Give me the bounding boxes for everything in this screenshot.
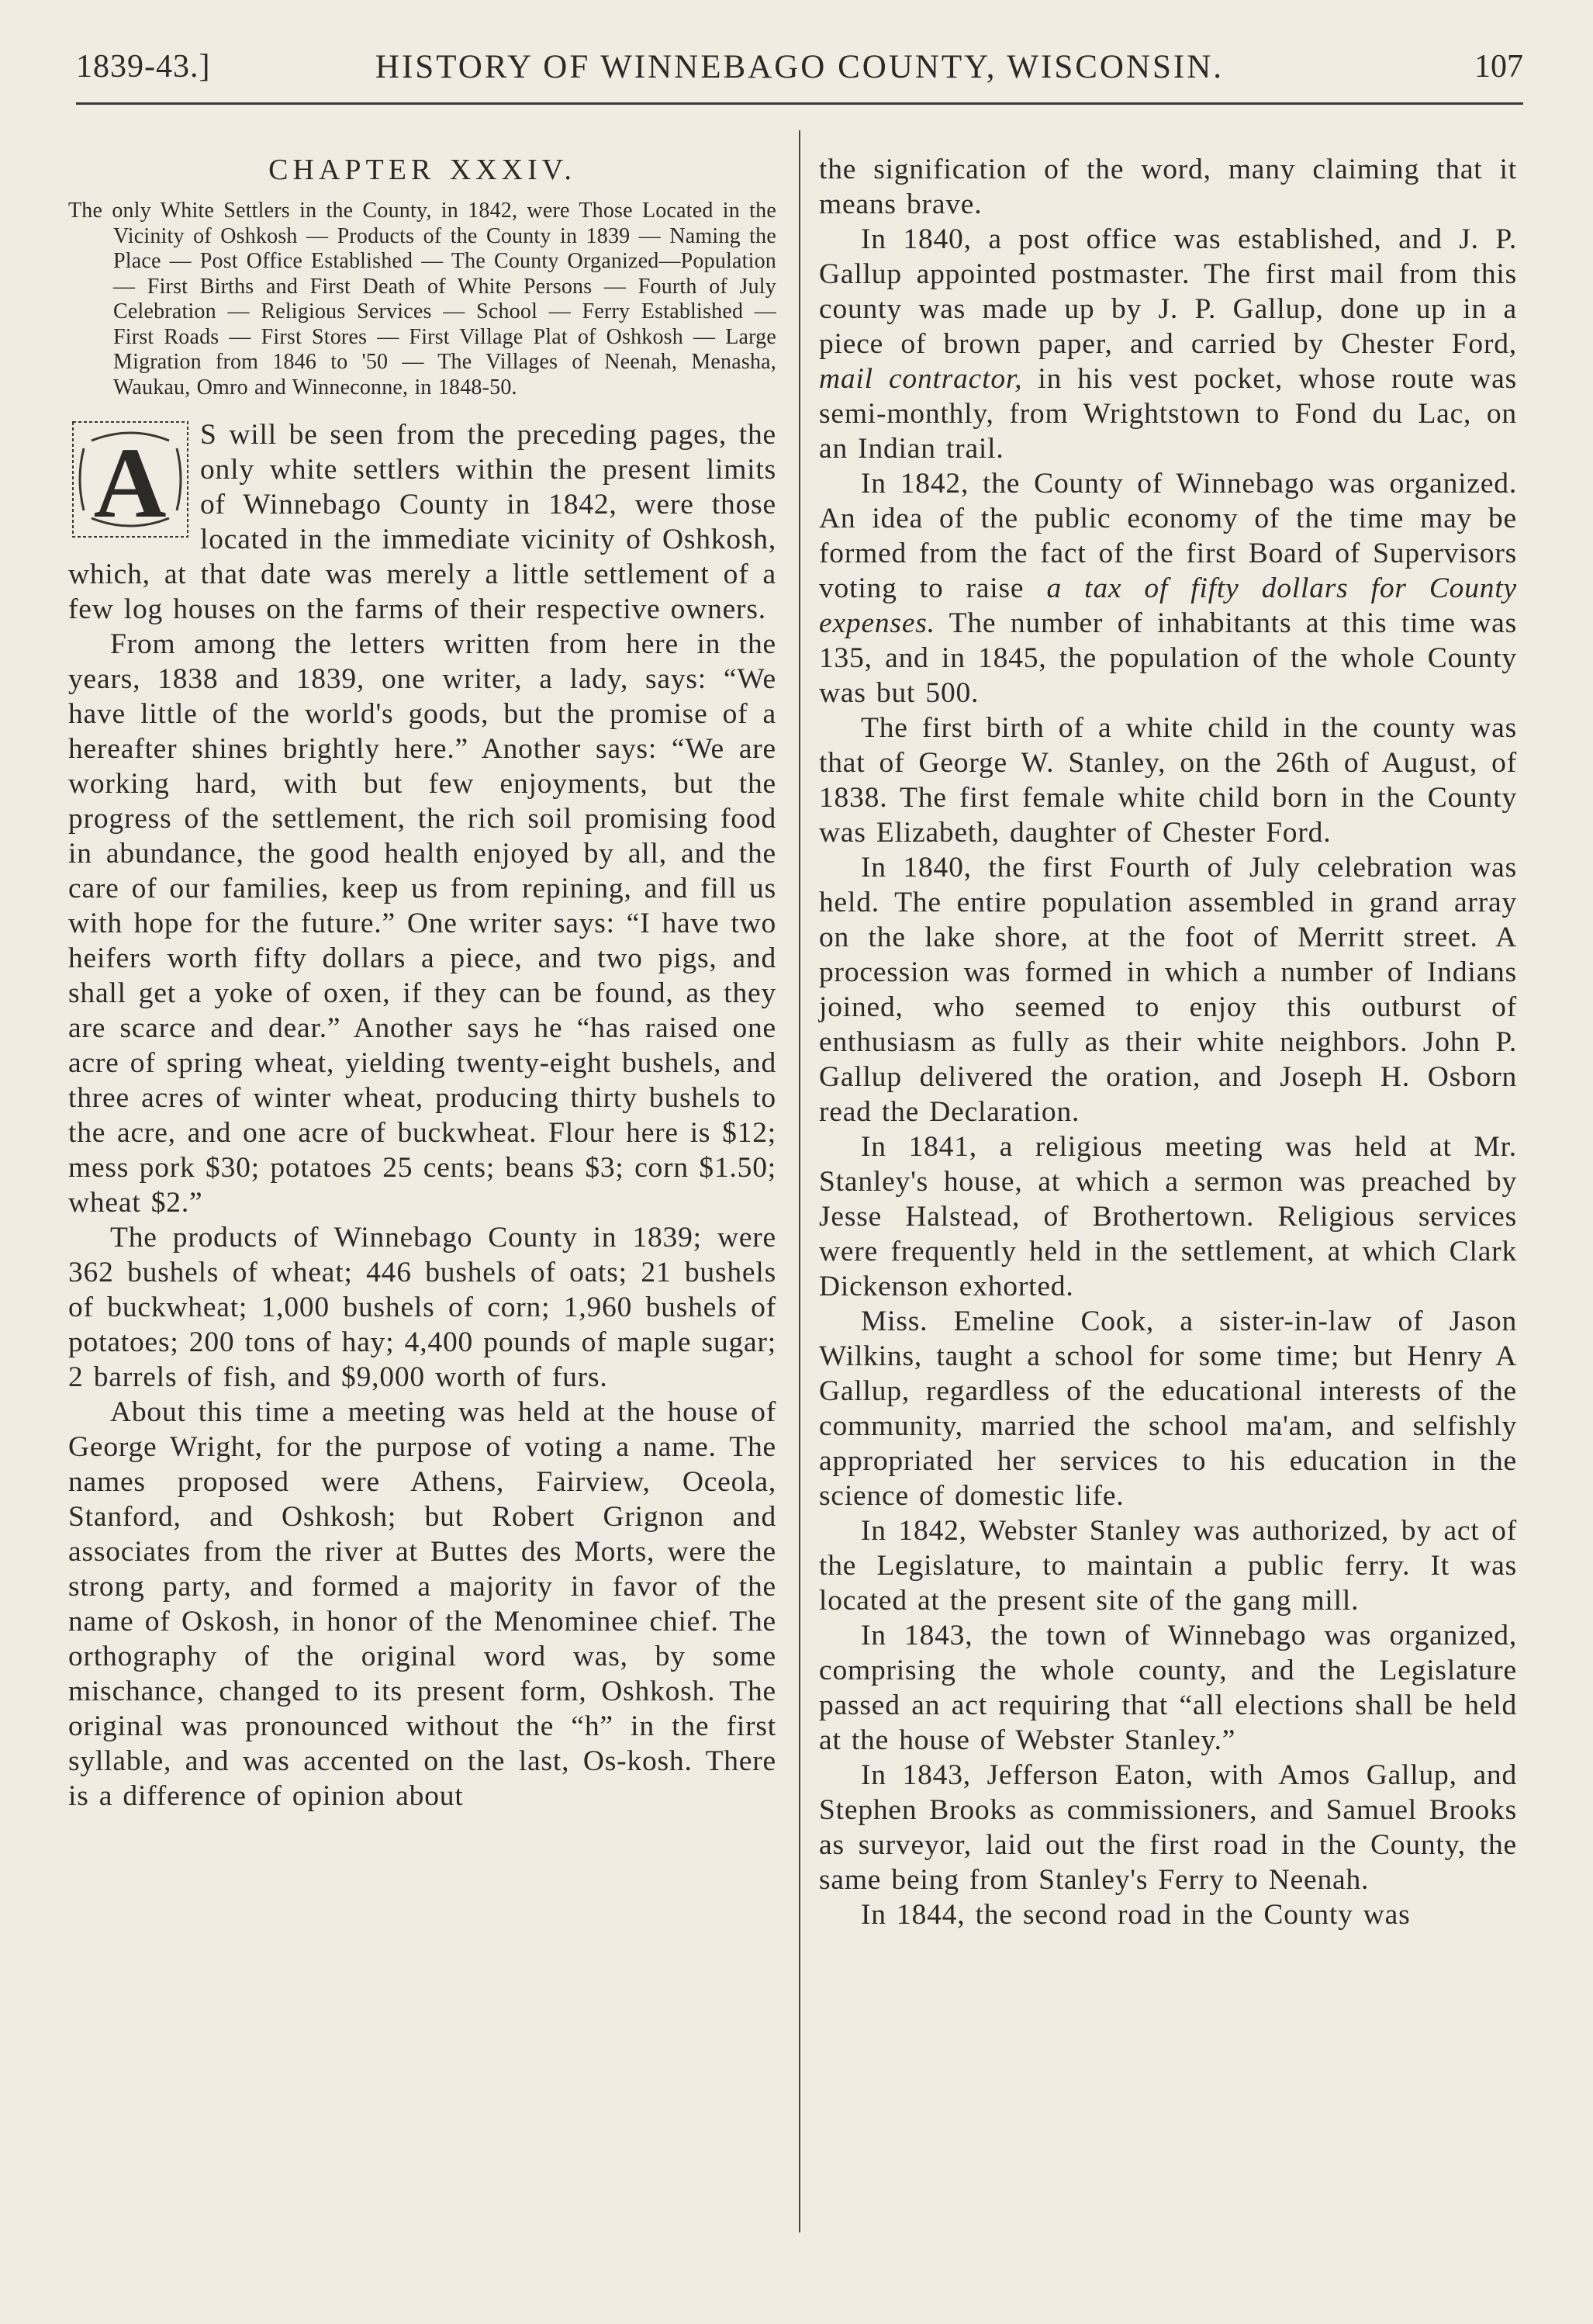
left-column — [68, 152, 776, 1814]
column-divider — [799, 130, 800, 2232]
paragraph: About this time a meeting was held at the house of George Wright, for the purpose of voting a name. The names proposed were Athens, Fairview, Oceola, Stanford, and Oshkosh; but Robert Grignon and associates from the river at Buttes des Morts, were the strong party, and formed a majority in favor of the name of Oskosh, in honor of the Menominee chief. The orthography of the original word was, by some mischance, changed to its present form, Oshkosh. The original was pronounced without the “h” in the first syllable, and was accented on the last, Os-kosh. There is a difference of opinion about — [68, 1396, 776, 1812]
italic-text: mail contractor, — [819, 363, 1023, 395]
paragraph: The products of Winnebago County in 1839; were 362 bushels of wheat; 446 bushels of oats; 21 bushels of buckwheat; 1,000 bushels of corn; 1,960 bushels of potatoes; 200 tons of hay; 4,400 pounds of maple sugar; 2 barrels of fish, and $9,000 worth of furs. — [68, 1222, 776, 1393]
chapter-title: CHAPTER XXXIV. — [268, 154, 576, 186]
paragraph-text: In 1840, a post office was established, and J. P. Gallup appointed postmaster. The first mail from this county was made up by J. P. Gallup, done up in a piece of brown paper, and carried by Chester Ford, — [819, 223, 1517, 360]
right-column — [819, 152, 1517, 1932]
paragraph: In 1841, a religious meeting was held at Mr. Stanley's house, at which a sermon was preached by Jesse Halstead, of Brothertown. Religious services were frequently held in the settlement, at which Clark Dickenson exhorted. — [819, 1131, 1517, 1302]
paragraph: In 1843, Jefferson Eaton, with Amos Gallup, and Stephen Brooks as commissioners, and Samuel Brooks as surveyor, laid out the first road in the County, the same being from Stanley's Ferry to Neenah. — [819, 1759, 1517, 1896]
paragraph: In 1843, the town of Winnebago was organized, comprising the whole county, and the Legislature passed an act requiring that “all elections shall be held at the house of Webster Stanley.” — [819, 1620, 1517, 1756]
dropcap-letter: A — [93, 427, 168, 539]
running-header — [76, 48, 1523, 105]
page-number: 107 — [1474, 49, 1523, 85]
paragraph — [819, 222, 1517, 466]
paragraph-text: in his vest pocket, whose route was semi-monthly, from Wrightstown to Fond du Lac, on an Indian trail. — [819, 363, 1517, 465]
ornamental-dropcap-icon — [68, 417, 192, 541]
paragraph: In 1840, the first Fourth of July celebration was held. The entire population assembled in grand array on the lake shore, at the foot of Merritt street. A procession was formed in which a number of Indians joined, who seemed to enjoy this outburst of enthusiasm as fully as their white neighbors. John P. Gallup delivered the oration, and Joseph H. Osborn read the Declaration. — [819, 852, 1517, 1128]
paragraph: The first birth of a white child in the county was that of George W. Stanley, on the 26th of August, of 1838. The first female white child born in the County was Elizabeth, daughter of Chester Ford. — [819, 712, 1517, 849]
paragraph: the signification of the word, many claiming that it means brave. — [819, 154, 1517, 220]
paragraph: Miss. Emeline Cook, a sister-in-law of Jason Wilkins, taught a school for some time; but Henry A Gallup, regardless of the educational interests of the community, married the school ma'am, and selfishly appropriated her services to his education in the science of domestic life. — [819, 1306, 1517, 1512]
paragraph: In 1842, Webster Stanley was authorized, by act of the Legislature, to maintain a public ferry. It was located at the present site of the gang mill. — [819, 1515, 1517, 1617]
paragraph-text: In 1842, the County of Winnebago was organized. An idea of the public economy of the time may be formed from the fact of the first Board of Supervisors voting to raise — [819, 468, 1517, 604]
paragraph — [68, 417, 776, 627]
paragraph: In 1844, the second road in the County was — [861, 1899, 1411, 1931]
paragraph-text: S will be seen from the preceding pages, the only white settlers within the present limits of Winnebago County in 1842, were those located in the immediate vicinity of Oshkosh, which, at that date was merely a little settlement of a few log houses on the farms of their respective owners. — [68, 419, 776, 625]
paragraph: From among the letters written from here in the years, 1838 and 1839, one writer, a lady, says: “We have little of the world's goods, but the promise of a hereafter shines brightly here.” Another says: “We are working hard, with but few enjoyments, but the progress of the settlement, the rich soil promising food in abundance, the good health enjoyed by all, and the care of our families, keep us from repining, and fill us with hope for the future.” One writer says: “I have two heifers worth fifty dollars a piece, and two pigs, and shall get a yoke of oxen, if they can be found, as they are scarce and dear.” Another says he “has raised one acre of spring wheat, yielding twenty-eight bushels, and three acres of winter wheat, producing thirty bushels to the acre, and one acre of buckwheat. Flour here is $12; mess pork $30; potatoes 25 cents; beans $3; corn $1.50; wheat $2.” — [68, 628, 776, 1219]
italic-text: a tax of fifty dollars for County expenses. — [819, 572, 1517, 639]
paragraph-text: The number of inhabitants at this time was 135, and in 1845, the population of the whole County was but 500. — [819, 607, 1517, 709]
header-title: HISTORY OF WINNEBAGO COUNTY, WISCONSIN. — [375, 49, 1225, 85]
chapter-summary: The only White Settlers in the County, in 1842, were Those Located in the Vicinity of Oshkosh — Products of the County in 1839 — Naming the Place — Post Office Established — The County Organized—Population— First Births and First Death of White Persons — Fourth of July Celebration — Religious Services — School — Ferry Established — First Roads — First Stores — First Village Plat of Oshkosh — Large Migration from 1846 to '50 — The Villages of Neenah, Menasha, Waukau, Omro and Winneconne, in 1848-50. — [68, 199, 776, 399]
header-years: 1839-43.] — [76, 49, 211, 85]
paragraph — [819, 466, 1517, 711]
